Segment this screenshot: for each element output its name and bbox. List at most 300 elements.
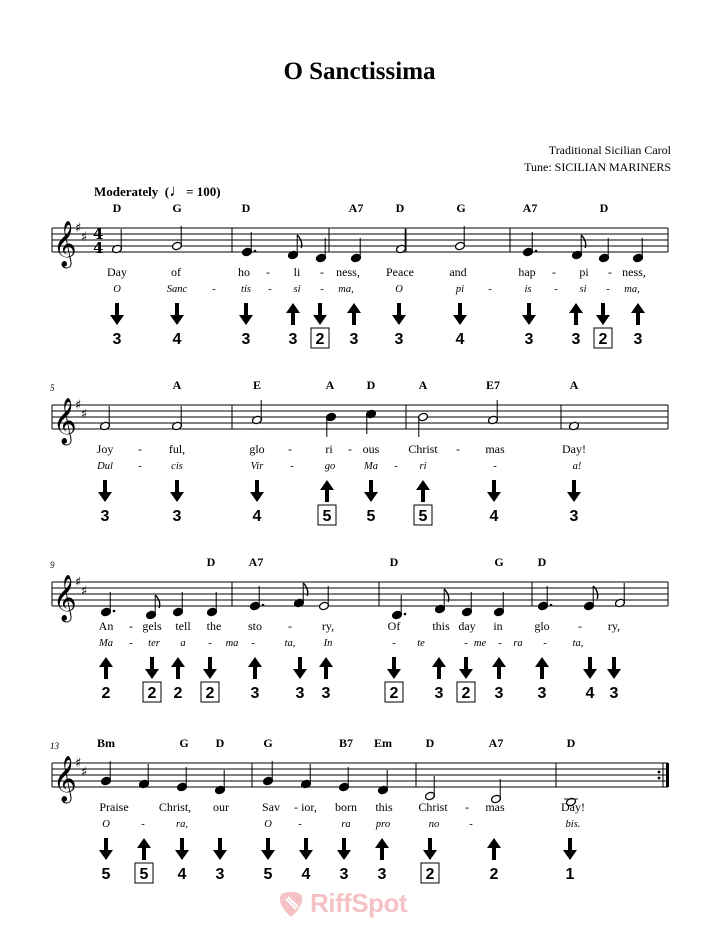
draw-arrow-down-icon	[261, 838, 275, 860]
blow-arrow-up-icon	[320, 480, 334, 502]
lyric-english: ior,	[301, 800, 317, 814]
harmonica-hole-number: 3	[569, 508, 579, 525]
sharp-icon: ♯	[75, 575, 82, 590]
chord-symbol: A7	[488, 736, 504, 750]
harmonica-hole-number: 3	[494, 685, 504, 702]
lyric-english: ful,	[168, 442, 186, 456]
draw-arrow-down-icon	[563, 838, 577, 860]
lyric-latin: -	[606, 284, 610, 295]
harmonica-hole-number: 4	[489, 508, 499, 525]
lyric-latin: -	[554, 284, 558, 295]
harmonica-hole-number: 3	[321, 685, 331, 702]
lyric-latin: ra,	[176, 819, 188, 830]
guitar-pick-icon	[276, 889, 306, 919]
lyric-english: the	[206, 619, 222, 633]
lyric-latin: ta,	[572, 638, 584, 649]
lyric-latin: ri	[419, 461, 427, 472]
music-note	[101, 592, 116, 617]
lyric-english: glo	[534, 619, 550, 633]
music-note	[101, 761, 112, 786]
tempo-value: = 100	[186, 184, 217, 199]
lyric-latin: ter	[148, 638, 160, 649]
harmonica-hole-number: 3	[241, 331, 251, 348]
lyric-latin: ra	[513, 638, 523, 649]
blow-arrow-up-icon	[99, 657, 113, 679]
lyric-english: An	[98, 619, 114, 633]
lyric-latin: -	[290, 461, 294, 472]
sharp-icon: ♯	[81, 584, 88, 599]
lyric-english: Christ,	[158, 800, 192, 814]
chord-symbol: D	[599, 201, 609, 215]
lyric-english: born	[335, 800, 357, 814]
chord-symbol: G	[263, 736, 273, 750]
lyric-english: Praise	[99, 800, 129, 814]
treble-clef-icon: 𝄞	[53, 398, 77, 444]
harmonica-hole-number: 4	[177, 866, 187, 883]
blow-arrow-up-icon	[286, 303, 300, 325]
music-note	[215, 770, 226, 795]
lyric-english: ho	[238, 265, 250, 279]
lyric-latin: -	[212, 284, 216, 295]
music-note	[294, 583, 308, 608]
lyric-english: Sav	[262, 800, 280, 814]
chord-symbol: D	[215, 736, 225, 750]
harmonica-hole-number: 4	[172, 331, 182, 348]
harmonica-hole-number: 3	[288, 331, 298, 348]
chord-symbol: E7	[485, 378, 501, 392]
lyric-english: Christ	[418, 800, 448, 814]
lyric-latin: O	[102, 819, 110, 830]
chord-symbol: A	[172, 378, 182, 392]
draw-arrow-down-icon	[459, 657, 473, 679]
draw-arrow-down-icon	[313, 303, 327, 325]
music-note	[139, 764, 150, 789]
blow-arrow-up-icon	[248, 657, 262, 679]
music-note	[378, 770, 389, 795]
music-note	[351, 238, 362, 263]
chord-symbol: G	[172, 201, 182, 215]
lyric-latin: no	[428, 819, 440, 830]
harmonica-hole-number: 3	[339, 866, 349, 883]
tune-credit: Tune: SICILIAN MARINERS	[524, 160, 671, 174]
harmonica-hole-number: 4	[455, 331, 465, 348]
lyric-latin: Vir	[250, 461, 264, 472]
lyric-english: Of	[387, 619, 401, 633]
music-note	[172, 226, 183, 251]
music-note	[488, 400, 499, 425]
lyric-latin: -	[394, 461, 398, 472]
lyric-latin: -	[251, 638, 255, 649]
lyric-english: Day!	[561, 800, 585, 814]
blow-arrow-up-icon	[171, 657, 185, 679]
treble-clef-icon: 𝄞	[53, 756, 77, 802]
lyric-latin: -	[469, 819, 473, 830]
lyric-english: gels	[142, 619, 162, 633]
quarter-note-icon: ♩	[169, 181, 187, 200]
lyric-english: hap	[518, 265, 536, 279]
lyric-english: ness,	[336, 265, 360, 279]
lyric-english: glo	[249, 442, 265, 456]
chord-symbol: A7	[348, 201, 364, 215]
draw-arrow-down-icon	[583, 657, 597, 679]
harmonica-hole-number: 3	[295, 685, 305, 702]
lyric-english: ry,	[607, 619, 621, 633]
blow-arrow-up-icon	[569, 303, 583, 325]
lyric-latin: -	[392, 638, 396, 649]
music-note	[242, 232, 257, 257]
harmonica-hole-number: 5	[101, 866, 111, 883]
draw-arrow-down-icon	[567, 480, 581, 502]
lyric-english: -	[294, 800, 298, 814]
lyric-english: -	[288, 619, 292, 633]
harmonica-hole-number: 5	[263, 866, 273, 883]
chord-symbol: D	[389, 555, 399, 569]
harmonica-hole-number: 3	[633, 331, 643, 348]
harmonica-hole-number: 4	[585, 685, 595, 702]
blow-arrow-up-icon	[487, 838, 501, 860]
harmonica-hole-number: 5	[322, 508, 332, 525]
composer-credit: Traditional Sicilian Carol	[548, 143, 671, 157]
music-note	[584, 586, 598, 611]
music-note	[538, 586, 553, 611]
harmonica-hole-number: 3	[434, 685, 444, 702]
music-note	[494, 592, 505, 617]
lyric-latin: O	[264, 819, 272, 830]
harmonica-hole-number: 2	[205, 685, 215, 702]
chord-symbol: G	[494, 555, 504, 569]
lyric-latin: si	[293, 284, 301, 295]
lyric-latin: ma,	[338, 284, 354, 295]
lyric-latin: a	[180, 638, 186, 649]
chord-symbol: G	[179, 736, 189, 750]
draw-arrow-down-icon	[364, 480, 378, 502]
lyric-english: Christ	[408, 442, 438, 456]
measure-number: 9	[50, 560, 55, 570]
harmonica-hole-number: 2	[489, 866, 499, 883]
chord-symbol: D	[566, 736, 576, 750]
harmonica-hole-number: 4	[252, 508, 262, 525]
sharp-icon: ♯	[81, 407, 88, 422]
music-note	[418, 412, 429, 437]
staff-system	[50, 378, 668, 525]
blow-arrow-up-icon	[319, 657, 333, 679]
lyric-latin: ta,	[284, 638, 296, 649]
music-note	[425, 776, 436, 801]
music-note	[250, 586, 265, 611]
lyric-english: -	[578, 619, 582, 633]
draw-arrow-down-icon	[293, 657, 307, 679]
lyric-latin: -	[464, 638, 468, 649]
time-signature-top: 4	[93, 225, 104, 243]
blow-arrow-up-icon	[416, 480, 430, 502]
sharp-icon: ♯	[75, 221, 82, 236]
music-note	[252, 400, 263, 425]
lyric-latin: si	[579, 284, 587, 295]
draw-arrow-down-icon	[299, 838, 313, 860]
lyric-latin: ma	[225, 638, 239, 649]
draw-arrow-down-icon	[239, 303, 253, 325]
chord-symbol: B7	[338, 736, 354, 750]
draw-arrow-down-icon	[98, 480, 112, 502]
lyric-english: in	[493, 619, 503, 633]
lyric-latin: bis.	[565, 819, 581, 830]
lyric-english: -	[348, 442, 352, 456]
lyric-english: -	[138, 442, 142, 456]
lyric-english: this	[375, 800, 393, 814]
lyric-latin: Dul	[97, 461, 113, 472]
harmonica-hole-number: 3	[571, 331, 581, 348]
harmonica-hole-number: 2	[598, 331, 608, 348]
harmonica-hole-number: 3	[609, 685, 619, 702]
lyric-english: pi	[579, 265, 589, 279]
harmonica-hole-number: 2	[389, 685, 399, 702]
draw-arrow-down-icon	[392, 303, 406, 325]
harmonica-hole-number: 2	[461, 685, 471, 702]
lyric-latin: -	[129, 638, 133, 649]
lyric-latin: -	[268, 284, 272, 295]
lyric-english: -	[288, 442, 292, 456]
lyric-english: li	[293, 265, 301, 279]
lyric-latin: pro	[375, 819, 391, 830]
staff-system	[52, 201, 668, 348]
lyric-latin: Sanc	[166, 284, 188, 295]
music-note	[263, 761, 274, 786]
sharp-icon: ♯	[75, 756, 82, 771]
logo-text: RiffSpot	[310, 888, 408, 918]
lyric-english: our	[213, 800, 229, 814]
tempo-marking: Moderately (♩= 100)	[94, 181, 221, 200]
music-note	[326, 412, 337, 437]
repeat-dot	[658, 777, 661, 780]
lyric-english: -	[552, 265, 556, 279]
harmonica-hole-number: 2	[173, 685, 183, 702]
lyric-english: -	[266, 265, 270, 279]
measure-number: 5	[50, 383, 55, 393]
chord-symbol: A	[418, 378, 428, 392]
chord-symbol: G	[456, 201, 466, 215]
music-note	[366, 409, 377, 434]
music-note	[462, 592, 473, 617]
music-note	[100, 406, 111, 431]
music-note	[339, 767, 350, 792]
harmonica-hole-number: 5	[139, 866, 149, 883]
harmonica-hole-number: 3	[524, 331, 534, 348]
music-note	[112, 229, 123, 254]
page-title: O Sanctissima	[283, 58, 436, 85]
harmonica-hole-number: 2	[315, 331, 325, 348]
draw-arrow-down-icon	[453, 303, 467, 325]
lyric-latin: go	[324, 461, 336, 472]
lyric-latin: -	[493, 461, 497, 472]
sharp-icon: ♯	[75, 398, 82, 413]
lyric-latin: -	[543, 638, 547, 649]
treble-clef-icon: 𝄞	[53, 575, 77, 621]
chord-symbol: E	[252, 378, 262, 392]
draw-arrow-down-icon	[387, 657, 401, 679]
chord-symbol: D	[395, 201, 405, 215]
lyric-english: -	[129, 619, 133, 633]
blow-arrow-up-icon	[535, 657, 549, 679]
harmonica-hole-number: 3	[537, 685, 547, 702]
lyric-english: this	[432, 619, 450, 633]
harmonica-hole-number: 1	[565, 866, 575, 883]
music-note	[572, 235, 586, 260]
harmonica-hole-number: 3	[112, 331, 122, 348]
lyric-english: day	[458, 619, 476, 633]
lyric-latin: -	[488, 284, 492, 295]
staff-system	[50, 736, 669, 883]
lyric-latin: ma,	[624, 284, 640, 295]
music-note	[396, 229, 407, 254]
chord-symbol: D	[206, 555, 216, 569]
harmonica-hole-number: 5	[418, 508, 428, 525]
lyric-latin: -	[141, 819, 145, 830]
music-note	[599, 238, 610, 263]
draw-arrow-down-icon	[337, 838, 351, 860]
lyric-latin: is	[524, 284, 532, 295]
draw-arrow-down-icon	[175, 838, 189, 860]
harmonica-hole-number: 5	[366, 508, 376, 525]
harmonica-hole-number: 2	[425, 866, 435, 883]
lyric-latin: -	[298, 819, 302, 830]
draw-arrow-down-icon	[145, 657, 159, 679]
lyric-latin: Ma	[99, 638, 113, 649]
lyric-english: -	[608, 265, 612, 279]
chord-symbol: A7	[522, 201, 538, 215]
harmonica-hole-number: 3	[377, 866, 387, 883]
draw-arrow-down-icon	[423, 838, 437, 860]
lyric-latin: ra	[341, 819, 351, 830]
chord-symbol: A	[325, 378, 335, 392]
time-signature-bottom: 4	[93, 239, 104, 257]
chord-symbol: D	[366, 378, 376, 392]
draw-arrow-down-icon	[607, 657, 621, 679]
draw-arrow-down-icon	[110, 303, 124, 325]
blow-arrow-up-icon	[137, 838, 151, 860]
lyric-english: -	[456, 442, 460, 456]
lyric-english: ri	[325, 442, 333, 456]
draw-arrow-down-icon	[203, 657, 217, 679]
harmonica-hole-number: 4	[301, 866, 311, 883]
lyric-latin: pi	[455, 284, 465, 295]
lyric-english: -	[465, 800, 469, 814]
repeat-dot	[658, 771, 661, 774]
draw-arrow-down-icon	[250, 480, 264, 502]
lyric-english: ous	[362, 442, 380, 456]
music-note	[177, 767, 188, 792]
lyric-english: ry,	[321, 619, 335, 633]
lyric-english: ness,	[622, 265, 646, 279]
lyric-english: -	[320, 265, 324, 279]
draw-arrow-down-icon	[170, 303, 184, 325]
chord-symbol: A7	[248, 555, 264, 569]
chord-symbol: D	[241, 201, 251, 215]
music-note	[633, 238, 644, 263]
draw-arrow-down-icon	[213, 838, 227, 860]
blow-arrow-up-icon	[375, 838, 389, 860]
sharp-icon: ♯	[81, 230, 88, 245]
draw-arrow-down-icon	[487, 480, 501, 502]
treble-clef-icon: 𝄞	[53, 221, 77, 267]
harmonica-hole-number: 3	[172, 508, 182, 525]
lyric-english: Joy	[96, 442, 114, 456]
harmonica-hole-number: 2	[147, 685, 157, 702]
lyric-latin: Ma	[364, 461, 378, 472]
lyric-english: of	[171, 265, 181, 279]
harmonica-hole-number: 3	[215, 866, 225, 883]
lyric-latin: me	[473, 638, 487, 649]
tempo-word: Moderately	[94, 184, 159, 199]
lyric-latin: -	[498, 638, 502, 649]
lyric-english: sto	[247, 619, 263, 633]
chord-symbol: D	[112, 201, 122, 215]
draw-arrow-down-icon	[170, 480, 184, 502]
harmonica-hole-number: 2	[101, 685, 111, 702]
draw-arrow-down-icon	[99, 838, 113, 860]
lyric-english: Day	[107, 265, 127, 279]
chord-symbol: A	[569, 378, 579, 392]
music-note	[455, 226, 466, 251]
music-note	[319, 586, 330, 611]
harmonica-hole-number: 3	[250, 685, 260, 702]
lyric-english: mas	[485, 800, 505, 814]
music-note	[615, 583, 626, 608]
lyric-english: Peace	[386, 265, 414, 279]
lyric-latin: -	[320, 284, 324, 295]
chord-symbol: Bm	[97, 736, 115, 750]
lyric-latin: cis	[171, 461, 183, 472]
music-note	[316, 238, 327, 263]
music-note	[523, 232, 538, 257]
lyric-latin: te	[417, 638, 425, 649]
harmonica-hole-number: 3	[349, 331, 359, 348]
lyric-english: Day!	[562, 442, 586, 456]
music-note	[392, 595, 407, 620]
blow-arrow-up-icon	[631, 303, 645, 325]
chord-symbol: D	[425, 736, 435, 750]
music-note	[172, 406, 183, 431]
lyric-latin: -	[208, 638, 212, 649]
harmonica-hole-number: 3	[100, 508, 110, 525]
music-note	[173, 592, 184, 617]
music-note	[435, 589, 449, 614]
blow-arrow-up-icon	[432, 657, 446, 679]
music-note	[146, 595, 160, 620]
music-note	[301, 764, 312, 789]
sharp-icon: ♯	[81, 765, 88, 780]
music-note	[207, 592, 218, 617]
riffspot-logo	[276, 888, 407, 919]
draw-arrow-down-icon	[596, 303, 610, 325]
lyric-english: and	[449, 265, 467, 279]
music-note	[288, 235, 302, 260]
lyric-english: mas	[485, 442, 505, 456]
lyric-latin: O	[395, 284, 403, 295]
lyric-latin: a!	[572, 461, 582, 472]
lyric-latin: In	[323, 638, 333, 649]
lyric-latin: O	[113, 284, 121, 295]
harmonica-hole-number: 3	[394, 331, 404, 348]
staff-system	[50, 555, 668, 702]
lyric-latin: -	[138, 461, 142, 472]
final-barline-thick	[666, 763, 669, 787]
lyric-latin: tis	[241, 284, 251, 295]
blow-arrow-up-icon	[347, 303, 361, 325]
lyric-english: tell	[175, 619, 191, 633]
chord-symbol: Em	[374, 736, 392, 750]
measure-number: 13	[50, 741, 59, 751]
blow-arrow-up-icon	[492, 657, 506, 679]
